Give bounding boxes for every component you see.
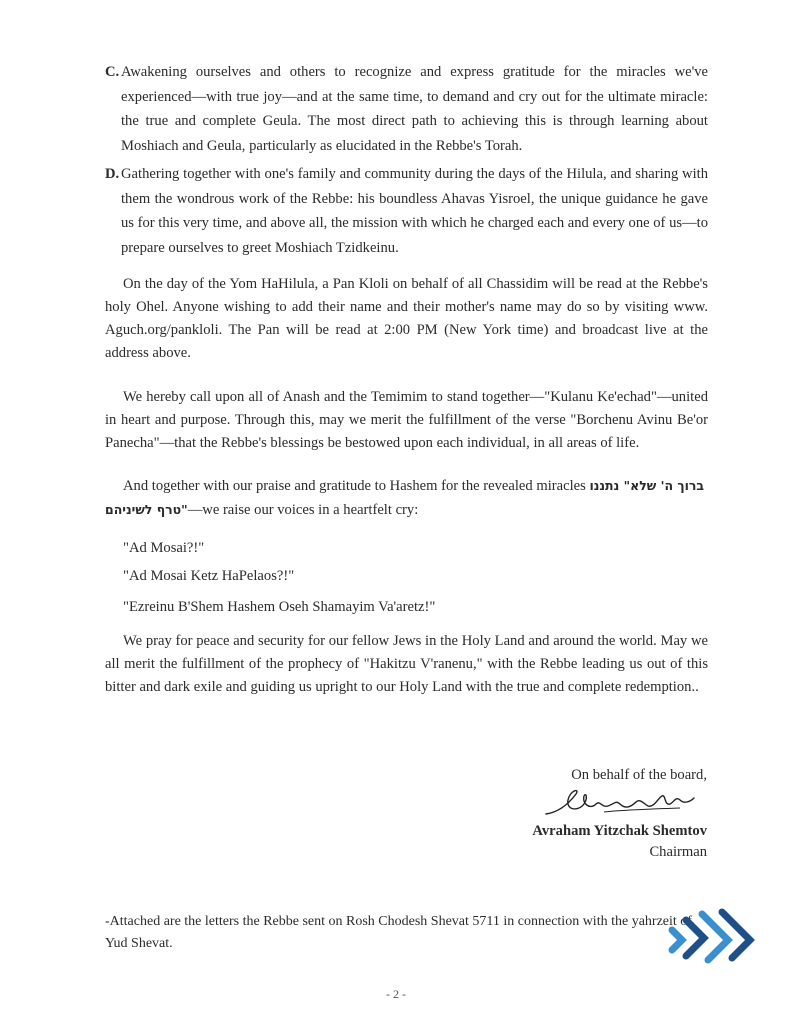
list-letter: C. [105, 64, 120, 80]
cry-1: "Ad Mosai?!" [123, 540, 205, 556]
list-item-c [105, 60, 708, 158]
list-letter: D. [105, 166, 120, 182]
cry-2: "Ad Mosai Ketz HaPelaos?!" [123, 568, 295, 584]
list-text: Gathering together with one's family and community during the days of the Hilula, and sharing with them the wondrous work of the Rebbe: his boundless Ahavas Yisroel, the unique guidance he gave us for this very time, and above all, the mission with which he charged each and every one of us—to prepare ourselves to greet Moshiach Tzidkeinu. [121, 166, 708, 256]
paragraph-pan-kloli: On the day of the Yom HaHilula, a Pan Kloli on behalf of all Chassidim will be read at the Rebbe's holy Ohel. Anyone wishing to add their name and their mother's name may do so by visiting www. Aguch.org/pankloli. The Pan will be read at 2:00 PM (New York time) and broadcast live at the address above. [105, 276, 708, 361]
closing-behalf: On behalf of the board, [571, 767, 707, 783]
praise-text: And together with our praise and gratitude to Hashem for the revealed miracles [123, 478, 590, 494]
list-item-d [105, 162, 708, 260]
list-text: Awakening ourselves and others to recognize and express gratitude for the miracles we've experienced—with true joy—and at the same time, to demand and cry out for the ultimate miracle: the true and complete Geula. The most direct path to achieving this is through learning about Moshiach and Geula, particularly as elucidated in the Rebbe's Torah. [121, 64, 708, 154]
praise-text-2: —we raise our voices in a heartfelt cry: [187, 502, 419, 518]
hebrew-quote-2: "טרף לשיניהם [105, 502, 188, 517]
hebrew-quote-1: ברוך ה' שלא" נתננו [589, 478, 705, 493]
page-number: - 2 - [386, 987, 406, 1001]
paragraph-praise [105, 474, 708, 522]
paragraph-call: We hereby call upon all of Anash and the Temimim to stand together—"Kulanu Ke'echad"—united in heart and purpose. Through this, may we merit the fulfillment of the verse "Borchenu Avinu Be'or Panecha"—that the Rebbe's blessings be bestowed upon each individual, in all areas of life. [105, 389, 708, 451]
signer-name: Avraham Yitzchak Shemtov [532, 823, 707, 839]
cry-3: "Ezreinu B'Shem Hashem Oseh Shamayim Va'aretz!" [123, 599, 436, 615]
signer-title: Chairman [649, 844, 707, 860]
paragraph-prayer: We pray for peace and security for our fellow Jews in the Holy Land and around the world. May we all merit the fulfillment of the prophecy of "Hakitzu V'ranenu," with the Rebbe leading us out of this bitter and dark exile and guiding us upright to our Holy Land with the true and complete redemption.. [105, 633, 708, 695]
footnote: -Attached are the letters the Rebbe sent on Rosh Chodesh Shevat 5711 in connection with the yahrzeit of Yud Shevat. [105, 914, 692, 951]
publisher-logo-icon [664, 904, 760, 970]
